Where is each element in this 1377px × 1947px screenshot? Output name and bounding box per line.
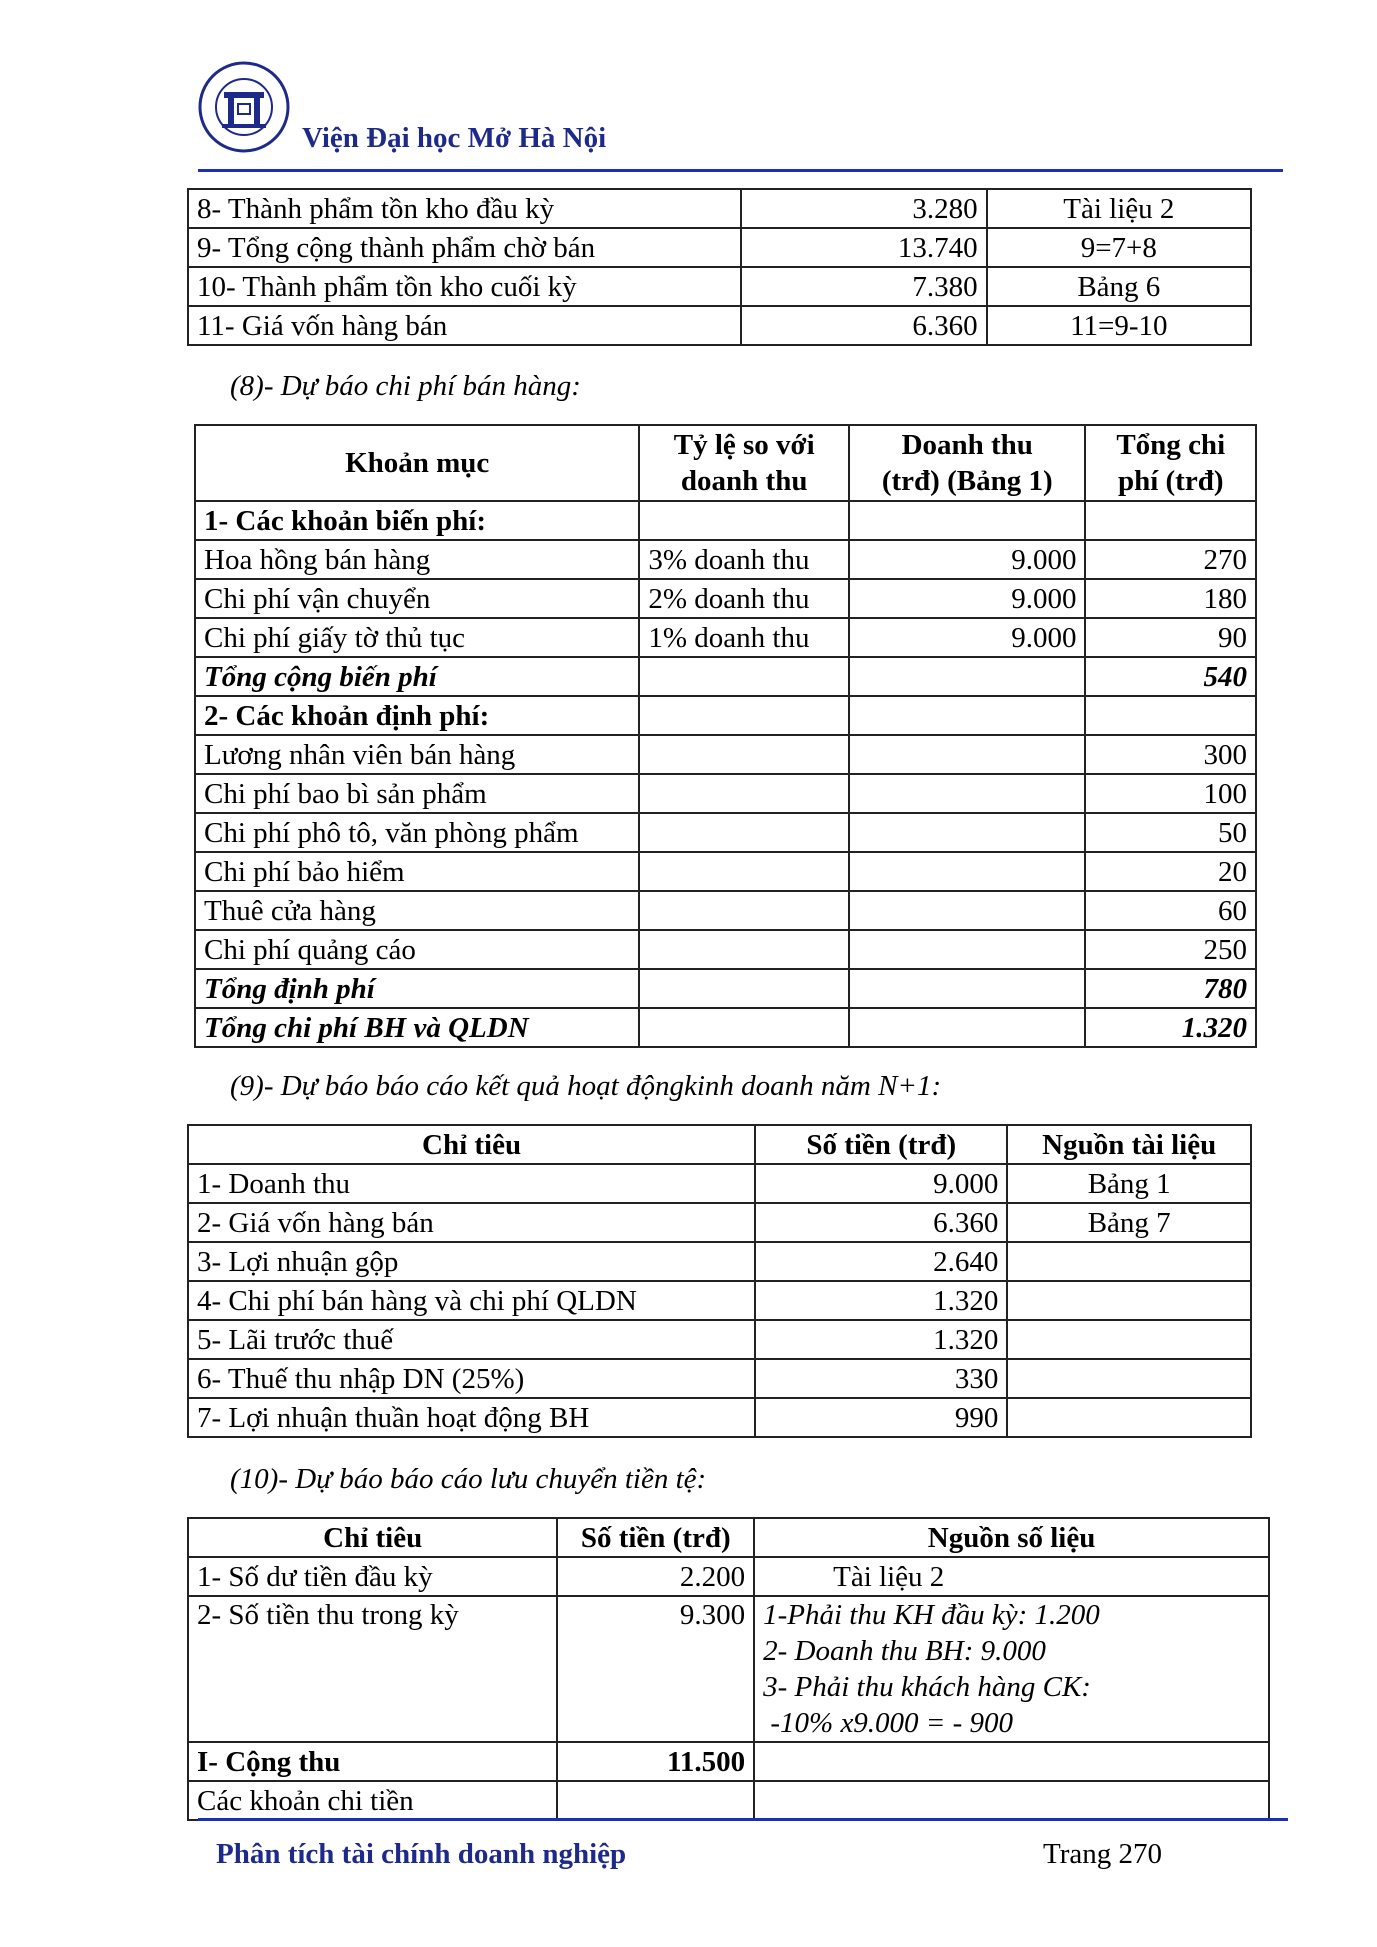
cash-source-notes — [754, 1596, 1269, 1742]
cash-flow-table — [187, 1517, 1270, 1821]
expense-total: 20 — [1085, 852, 1256, 891]
col-header-item: Khoản mục — [195, 425, 639, 501]
table-row — [188, 228, 1251, 267]
table-row — [188, 1557, 1269, 1596]
col-header-revenue-line2: (trđ) (Bảng 1) — [881, 465, 1053, 497]
cash-indicator: 1- Số dư tiền đầu kỳ — [188, 1557, 557, 1596]
expense-group-label: 1- Các khoản biến phí: — [195, 501, 639, 540]
cogs-table — [187, 188, 1252, 346]
expense-ratio — [639, 930, 849, 969]
table-row — [188, 1203, 1251, 1242]
expense-item: Hoa hồng bán hàng — [195, 540, 639, 579]
expense-ratio — [639, 891, 849, 930]
col-header-total-line2: phí (trđ) — [1117, 465, 1224, 497]
table-row — [195, 501, 1256, 540]
table-row — [188, 1281, 1251, 1320]
expense-total — [1085, 501, 1256, 540]
expense-revenue — [849, 735, 1085, 774]
cash-indicator: Các khoản chi tiền — [188, 1781, 557, 1820]
col-header-amount: Số tiền (trđ) — [557, 1518, 754, 1557]
expense-revenue — [849, 774, 1085, 813]
table-row — [195, 891, 1256, 930]
expense-item: Chi phí vận chuyển — [195, 579, 639, 618]
table-row — [188, 1742, 1269, 1781]
col-header-ratio-line1: Tỷ lệ so với — [673, 429, 815, 461]
cogs-label: 9- Tổng cộng thành phẩm chờ bán — [188, 228, 741, 267]
expense-total: 180 — [1085, 579, 1256, 618]
table-row — [188, 1596, 1269, 1742]
table-row — [195, 657, 1256, 696]
cogs-source: 9=7+8 — [987, 228, 1251, 267]
expense-total: 270 — [1085, 540, 1256, 579]
table-row — [195, 813, 1256, 852]
table-row — [188, 1359, 1251, 1398]
cash-amount — [557, 1781, 754, 1820]
table-row — [188, 267, 1251, 306]
table-row — [195, 852, 1256, 891]
table-row — [188, 1320, 1251, 1359]
cash-amount: 9.300 — [557, 1596, 754, 1742]
indicator-source — [1007, 1242, 1251, 1281]
expense-group-label: 2- Các khoản định phí: — [195, 696, 639, 735]
footer-title: Phân tích tài chính doanh nghiệp — [216, 1838, 627, 1870]
expense-revenue — [849, 657, 1085, 696]
table-row — [188, 1164, 1251, 1203]
expense-revenue — [849, 1008, 1085, 1047]
expense-ratio — [639, 735, 849, 774]
col-header-source: Nguồn tài liệu — [1007, 1125, 1251, 1164]
table-row — [195, 969, 1256, 1008]
cash-source-line: 3- Phải thu khách hàng CK: — [763, 1671, 1091, 1703]
expense-revenue — [849, 501, 1085, 540]
expense-revenue: 9.000 — [849, 618, 1085, 657]
expense-ratio — [639, 501, 849, 540]
indicator-source — [1007, 1359, 1251, 1398]
table-row — [195, 540, 1256, 579]
cogs-label: 11- Giá vốn hàng bán — [188, 306, 741, 345]
expense-subtotal-label: Tổng cộng biến phí — [195, 657, 639, 696]
indicator-source: Bảng 1 — [1007, 1164, 1251, 1203]
indicator-amount: 9.000 — [755, 1164, 1007, 1203]
expense-ratio: 1% doanh thu — [639, 618, 849, 657]
cogs-amount: 13.740 — [741, 228, 986, 267]
indicator-amount: 1.320 — [755, 1320, 1007, 1359]
table-row — [195, 618, 1256, 657]
page-number: Trang 270 — [1043, 1838, 1162, 1870]
university-seal-icon — [198, 58, 290, 156]
cash-source — [754, 1742, 1269, 1781]
indicator-label: 3- Lợi nhuận gộp — [188, 1242, 755, 1281]
expense-ratio — [639, 969, 849, 1008]
col-header-total-line1: Tổng chi — [1116, 429, 1226, 461]
section-8-title: (8)- Dự báo chi phí bán hàng: — [230, 370, 581, 402]
col-header-amount: Số tiền (trđ) — [755, 1125, 1007, 1164]
cash-amount: 2.200 — [557, 1557, 754, 1596]
cash-source — [754, 1781, 1269, 1820]
table-row — [188, 306, 1251, 345]
table-row — [195, 735, 1256, 774]
expense-total: 90 — [1085, 618, 1256, 657]
table-header-row — [195, 425, 1256, 501]
cash-total-amount: 11.500 — [557, 1742, 754, 1781]
header-rule — [198, 169, 1283, 172]
cash-source-line: -10% x9.000 = - 900 — [763, 1707, 1014, 1739]
expense-grand-total-label: Tổng chi phí BH và QLDN — [195, 1008, 639, 1047]
expense-ratio — [639, 813, 849, 852]
expense-ratio: 2% doanh thu — [639, 579, 849, 618]
expense-total: 300 — [1085, 735, 1256, 774]
section-10-title: (10)- Dự báo báo cáo lưu chuyển tiền tệ: — [230, 1463, 707, 1495]
col-header-ratio-line2: doanh thu — [680, 465, 808, 497]
indicator-label: 4- Chi phí bán hàng và chi phí QLDN — [188, 1281, 755, 1320]
table-row — [188, 1242, 1251, 1281]
col-header-ratio — [639, 425, 849, 501]
expense-ratio: 3% doanh thu — [639, 540, 849, 579]
expense-revenue — [849, 930, 1085, 969]
expense-ratio — [639, 852, 849, 891]
indicator-label: 7- Lợi nhuận thuần hoạt động BH — [188, 1398, 755, 1437]
indicator-label: 2- Giá vốn hàng bán — [188, 1203, 755, 1242]
expense-item: Chi phí bảo hiểm — [195, 852, 639, 891]
expense-item: Chi phí giấy tờ thủ tục — [195, 618, 639, 657]
indicator-source — [1007, 1398, 1251, 1437]
expense-ratio — [639, 1008, 849, 1047]
expense-ratio — [639, 657, 849, 696]
col-header-total — [1085, 425, 1256, 501]
expense-revenue — [849, 696, 1085, 735]
cash-indicator: 2- Số tiền thu trong kỳ — [188, 1596, 557, 1742]
expense-subtotal: 780 — [1085, 969, 1256, 1008]
indicator-label: 6- Thuế thu nhập DN (25%) — [188, 1359, 755, 1398]
expense-revenue — [849, 852, 1085, 891]
indicator-source — [1007, 1320, 1251, 1359]
expense-revenue: 9.000 — [849, 579, 1085, 618]
expense-item: Thuê cửa hàng — [195, 891, 639, 930]
cogs-amount: 3.280 — [741, 189, 986, 228]
col-header-source: Nguồn số liệu — [754, 1518, 1269, 1557]
expense-item: Chi phí phô tô, văn phòng phẩm — [195, 813, 639, 852]
expense-item: Chi phí quảng cáo — [195, 930, 639, 969]
table-row — [188, 1781, 1269, 1820]
expense-total: 50 — [1085, 813, 1256, 852]
table-header-row — [188, 1125, 1251, 1164]
indicator-amount: 330 — [755, 1359, 1007, 1398]
expense-revenue — [849, 813, 1085, 852]
expense-subtotal: 540 — [1085, 657, 1256, 696]
table-row — [188, 1398, 1251, 1437]
indicator-source: Bảng 7 — [1007, 1203, 1251, 1242]
cash-source-line: 1-Phải thu KH đầu kỳ: 1.200 — [763, 1599, 1100, 1631]
expense-total: 250 — [1085, 930, 1256, 969]
expense-grand-total: 1.320 — [1085, 1008, 1256, 1047]
expense-item: Lương nhân viên bán hàng — [195, 735, 639, 774]
cogs-amount: 6.360 — [741, 306, 986, 345]
income-statement-table — [187, 1124, 1252, 1438]
expense-total: 100 — [1085, 774, 1256, 813]
indicator-amount: 6.360 — [755, 1203, 1007, 1242]
table-row — [188, 189, 1251, 228]
cogs-source: 11=9-10 — [987, 306, 1251, 345]
table-row — [195, 696, 1256, 735]
table-row — [195, 930, 1256, 969]
table-row — [195, 1008, 1256, 1047]
expense-revenue: 9.000 — [849, 540, 1085, 579]
indicator-label: 1- Doanh thu — [188, 1164, 755, 1203]
cogs-label: 10- Thành phẩm tồn kho cuối kỳ — [188, 267, 741, 306]
section-9-title: (9)- Dự báo báo cáo kết quả hoạt độngkinh doanh năm N+1: — [230, 1070, 942, 1102]
cash-total-label: I- Cộng thu — [188, 1742, 557, 1781]
expense-total: 60 — [1085, 891, 1256, 930]
expense-item: Chi phí bao bì sản phẩm — [195, 774, 639, 813]
expense-total — [1085, 696, 1256, 735]
indicator-amount: 990 — [755, 1398, 1007, 1437]
table-header-row — [188, 1518, 1269, 1557]
indicator-amount: 1.320 — [755, 1281, 1007, 1320]
table-row — [195, 774, 1256, 813]
col-header-indicator: Chỉ tiêu — [188, 1518, 557, 1557]
cogs-label: 8- Thành phẩm tồn kho đầu kỳ — [188, 189, 741, 228]
institution-name: Viện Đại học Mở Hà Nội — [302, 122, 607, 154]
table-row — [195, 579, 1256, 618]
cogs-source: Bảng 6 — [987, 267, 1251, 306]
indicator-amount: 2.640 — [755, 1242, 1007, 1281]
col-header-indicator: Chỉ tiêu — [188, 1125, 755, 1164]
cogs-source: Tài liệu 2 — [987, 189, 1251, 228]
indicator-label: 5- Lãi trước thuế — [188, 1320, 755, 1359]
footer-rule — [198, 1818, 1288, 1821]
expense-ratio — [639, 696, 849, 735]
col-header-revenue-line1: Doanh thu — [901, 429, 1033, 461]
expense-revenue — [849, 969, 1085, 1008]
expense-revenue — [849, 891, 1085, 930]
expense-ratio — [639, 774, 849, 813]
cash-source: Tài liệu 2 — [754, 1557, 1269, 1596]
cash-source-line: 2- Doanh thu BH: 9.000 — [763, 1635, 1046, 1667]
col-header-revenue — [849, 425, 1085, 501]
cogs-amount: 7.380 — [741, 267, 986, 306]
selling-expense-table — [194, 424, 1257, 1048]
indicator-source — [1007, 1281, 1251, 1320]
expense-subtotal-label: Tổng định phí — [195, 969, 639, 1008]
